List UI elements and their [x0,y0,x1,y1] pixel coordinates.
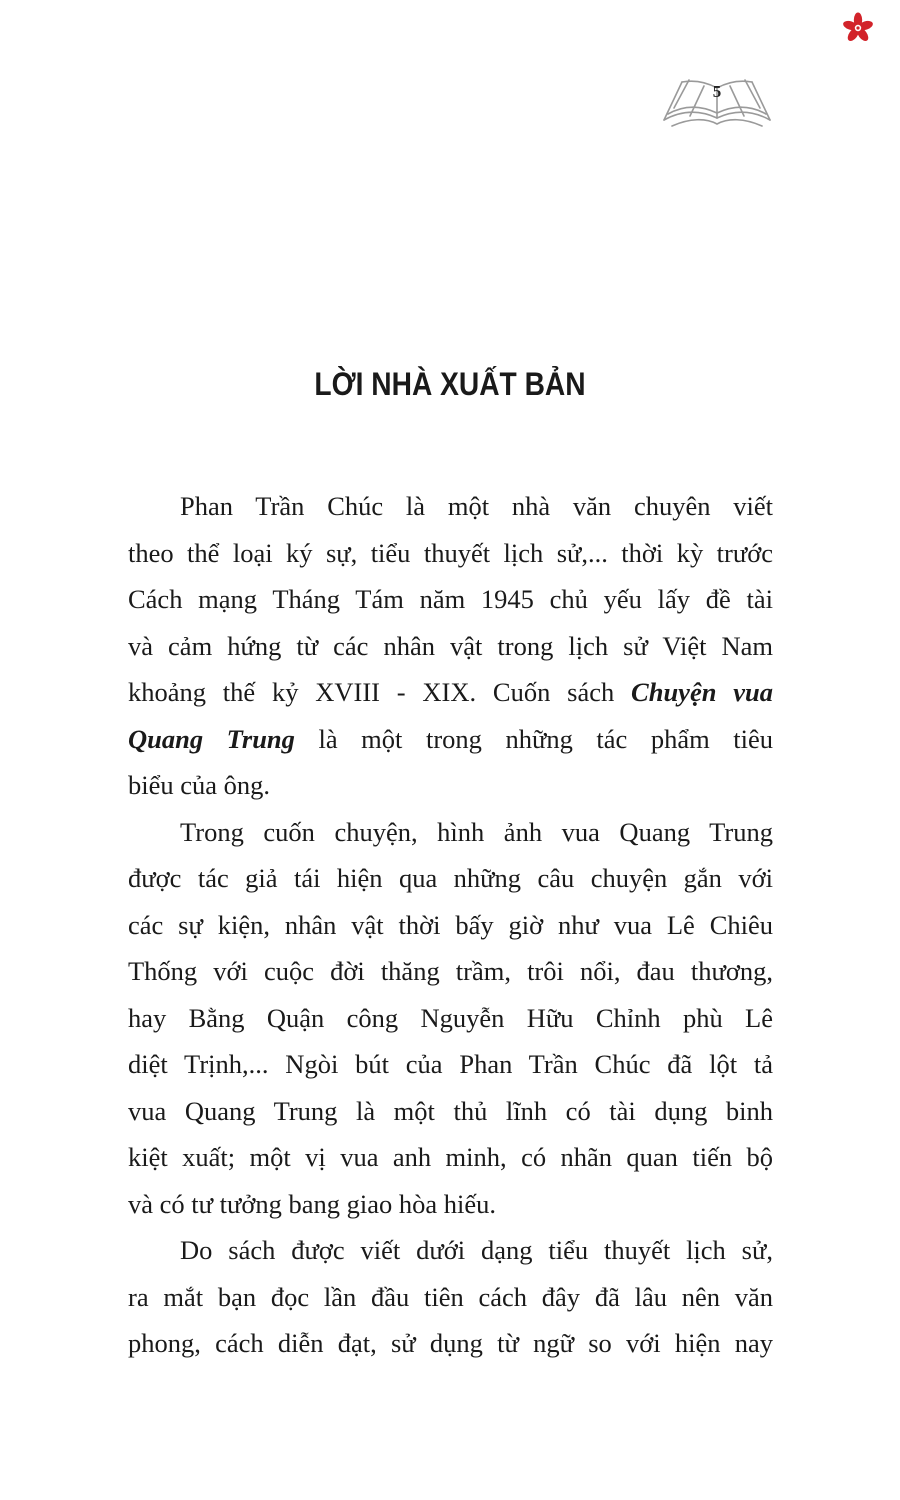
text-line: theo thể loại ký sự, tiểu thuyết lịch sử,... thời kỳ trước [128,537,773,568]
text-line: Cách mạng Tháng Tám năm 1945 chủ yếu lấy đề tài [128,584,773,614]
page-number: 5 [712,82,722,101]
paragraph-1 [128,483,773,809]
text-line: được tác giả tái hiện qua những câu chuyện gắn với [128,863,773,893]
text-line: phong, cách diễn đạt, sử dụng từ ngữ so với hiện nay [128,1328,773,1358]
publisher-flower-logo-icon [842,12,874,44]
text-fragment: là một trong những tác phẩm tiêu [294,723,773,754]
text-line: ra mắt bạn đọc lần đầu tiên cách đây đã lâu nên văn [128,1281,773,1312]
book-title-emphasis: Chuyện vua [631,677,773,707]
text-line [128,716,773,763]
text-line: Thống với cuộc đời thăng trầm, trôi nổi, đau thương, [128,956,773,986]
text-fragment: khoảng thế kỷ XVIII - XIX. Cuốn sách [128,677,632,707]
book-title-emphasis: Quang Trung [128,723,295,754]
text-line: hay Bằng Quận công Nguyễn Hữu Chỉnh phù Lê [128,1002,773,1033]
body-text [128,483,773,1367]
text-line: và cảm hứng từ các nhân vật trong lịch sử Việt Nam [128,630,773,661]
paragraph-2 [128,809,773,1228]
text-line: diệt Trịnh,... Ngòi bút của Phan Trần Chúc đã lột tả [128,1049,773,1079]
text-line: Do sách được viết dưới dạng tiểu thuyết lịch sử, [180,1235,773,1265]
text-line: biểu của ông. [128,770,271,800]
text-line: Phan Trần Chúc là một nhà văn chuyên viết [180,491,773,521]
text-line: Trong cuốn chuyện, hình ảnh vua Quang Trung [180,816,773,847]
chapter-title: LỜI NHÀ XUẤT BẢN [314,366,586,402]
text-line: và có tư tưởng bang giao hòa hiếu. [128,1188,497,1219]
paragraph-3 [128,1227,773,1367]
text-line: vua Quang Trung là một thủ lĩnh có tài dụng binh [128,1095,773,1126]
text-line: kiệt xuất; một vị vua anh minh, có nhãn quan tiến bộ [128,1142,773,1172]
text-line: các sự kiện, nhân vật thời bấy giờ như vua Lê Chiêu [128,909,773,940]
text-line [128,669,773,716]
